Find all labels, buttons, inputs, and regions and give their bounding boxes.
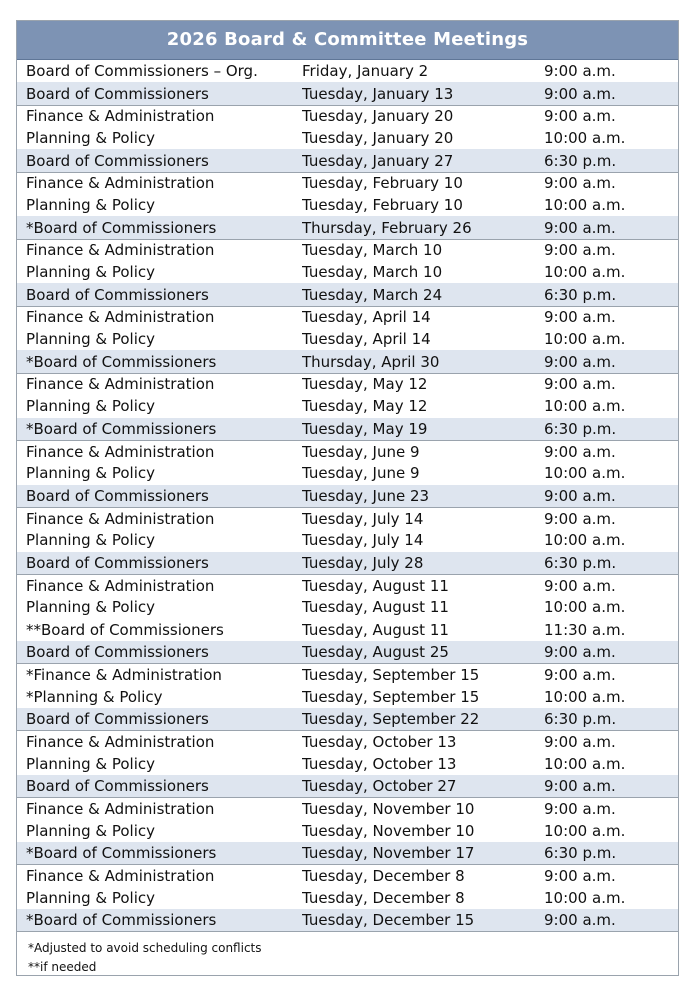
meeting-date: Thursday, April 30 — [302, 352, 440, 371]
meeting-date: Tuesday, September 22 — [302, 710, 480, 729]
meeting-date: Friday, January 2 — [302, 62, 429, 81]
meeting-date: Tuesday, December 15 — [302, 911, 475, 930]
meeting-row — [17, 350, 678, 372]
meeting-row — [17, 529, 678, 551]
meeting-row — [17, 373, 678, 395]
meeting-row — [17, 395, 678, 417]
meeting-date: Tuesday, August 11 — [302, 620, 449, 639]
meeting-date: Tuesday, February 10 — [302, 196, 463, 215]
meeting-time: 9:00 a.m. — [544, 911, 616, 930]
meeting-date: Tuesday, May 19 — [302, 419, 428, 438]
meeting-name: Planning & Policy — [26, 330, 155, 349]
meeting-date: Tuesday, January 20 — [302, 129, 454, 148]
meeting-row — [17, 60, 678, 82]
meeting-time: 9:00 a.m. — [544, 62, 616, 81]
meeting-name: *Board of Commissioners — [26, 844, 217, 863]
meeting-row — [17, 864, 678, 886]
meeting-time: 9:00 a.m. — [544, 442, 616, 461]
meeting-name: Finance & Administration — [26, 509, 215, 528]
meeting-row — [17, 641, 678, 663]
meeting-date: Tuesday, October 13 — [302, 754, 457, 773]
meeting-name: *Board of Commissioners — [26, 218, 217, 237]
meeting-time: 9:00 a.m. — [544, 732, 616, 751]
meeting-date: Tuesday, March 10 — [302, 241, 443, 260]
meeting-date: Tuesday, May 12 — [302, 397, 428, 416]
meeting-time: 10:00 a.m. — [544, 598, 626, 617]
meeting-date: Tuesday, April 14 — [302, 308, 431, 327]
meeting-time: 10:00 a.m. — [544, 754, 626, 773]
meeting-time: 6:30 p.m. — [544, 151, 617, 170]
meeting-row — [17, 485, 678, 507]
meeting-time: 9:00 a.m. — [544, 867, 616, 886]
meeting-time: 9:00 a.m. — [544, 174, 616, 193]
meeting-name: Board of Commissioners – Org. — [26, 62, 258, 81]
meeting-schedule-document — [16, 20, 679, 976]
meeting-date: Tuesday, November 17 — [302, 844, 475, 863]
meeting-row — [17, 127, 678, 149]
meeting-date: Tuesday, November 10 — [302, 800, 475, 819]
meeting-row — [17, 149, 678, 171]
meeting-date: Tuesday, April 14 — [302, 330, 431, 349]
meeting-date: Tuesday, January 27 — [302, 151, 454, 170]
meeting-row — [17, 730, 678, 752]
meeting-row — [17, 820, 678, 842]
meeting-name: Board of Commissioners — [26, 643, 209, 662]
meeting-time: 9:00 a.m. — [544, 308, 616, 327]
meeting-date: Tuesday, December 8 — [302, 888, 465, 907]
meeting-row — [17, 462, 678, 484]
meeting-time: 9:00 a.m. — [544, 800, 616, 819]
meeting-name: Planning & Policy — [26, 888, 155, 907]
meeting-row — [17, 507, 678, 529]
meeting-name: *Board of Commissioners — [26, 352, 217, 371]
meeting-time: 10:00 a.m. — [544, 397, 626, 416]
meeting-row — [17, 328, 678, 350]
meeting-name: *Planning & Policy — [26, 687, 163, 706]
meeting-name: Planning & Policy — [26, 397, 155, 416]
page-title: 2026 Board & Committee Meetings — [17, 21, 678, 60]
meeting-name: Finance & Administration — [26, 867, 215, 886]
meeting-name: Board of Commissioners — [26, 777, 209, 796]
meeting-row — [17, 596, 678, 618]
meeting-name: Planning & Policy — [26, 598, 155, 617]
meeting-name: *Board of Commissioners — [26, 419, 217, 438]
meeting-time: 10:00 a.m. — [544, 687, 626, 706]
meeting-time: 9:00 a.m. — [544, 352, 616, 371]
meeting-row — [17, 708, 678, 730]
meeting-date: Tuesday, September 15 — [302, 687, 480, 706]
meeting-row — [17, 283, 678, 305]
meeting-date: Tuesday, July 14 — [302, 531, 424, 550]
meeting-row — [17, 909, 678, 931]
meeting-time: 9:00 a.m. — [544, 241, 616, 260]
meeting-row — [17, 306, 678, 328]
meeting-date: Tuesday, June 23 — [302, 486, 430, 505]
meeting-time: 6:30 p.m. — [544, 553, 617, 572]
meeting-name: Finance & Administration — [26, 174, 215, 193]
meeting-row — [17, 418, 678, 440]
meeting-time: 9:00 a.m. — [544, 576, 616, 595]
meeting-name: Board of Commissioners — [26, 553, 209, 572]
meeting-date: Tuesday, June 9 — [302, 442, 420, 461]
meeting-row — [17, 797, 678, 819]
meeting-row — [17, 775, 678, 797]
meeting-name: Board of Commissioners — [26, 285, 209, 304]
meeting-name: Planning & Policy — [26, 754, 155, 773]
meeting-row — [17, 261, 678, 283]
meeting-date: Tuesday, March 10 — [302, 263, 443, 282]
meeting-name: Board of Commissioners — [26, 151, 209, 170]
meeting-time: 10:00 a.m. — [544, 888, 626, 907]
meeting-row — [17, 440, 678, 462]
meeting-time: 6:30 p.m. — [544, 710, 617, 729]
meeting-name: Finance & Administration — [26, 375, 215, 394]
meeting-time: 11:30 a.m. — [544, 620, 626, 639]
meeting-row — [17, 82, 678, 104]
meeting-time: 9:00 a.m. — [544, 509, 616, 528]
meeting-time: 10:00 a.m. — [544, 129, 626, 148]
meeting-date: Tuesday, December 8 — [302, 867, 465, 886]
meeting-row — [17, 552, 678, 574]
meeting-row — [17, 663, 678, 685]
meeting-time: 10:00 a.m. — [544, 464, 626, 483]
meeting-row — [17, 686, 678, 708]
meeting-time: 9:00 a.m. — [544, 107, 616, 126]
meeting-row — [17, 172, 678, 194]
meeting-name: Planning & Policy — [26, 129, 155, 148]
meeting-name: Finance & Administration — [26, 308, 215, 327]
meeting-date: Tuesday, September 15 — [302, 665, 480, 684]
meeting-time: 6:30 p.m. — [544, 844, 617, 863]
meeting-name: Planning & Policy — [26, 263, 155, 282]
meeting-row — [17, 619, 678, 641]
meeting-date: Tuesday, May 12 — [302, 375, 428, 394]
meeting-date: Tuesday, July 14 — [302, 509, 424, 528]
meeting-time: 6:30 p.m. — [544, 285, 617, 304]
meeting-row — [17, 194, 678, 216]
meeting-date: Tuesday, August 25 — [302, 643, 449, 662]
meeting-time: 9:00 a.m. — [544, 84, 616, 103]
meeting-name: Finance & Administration — [26, 800, 215, 819]
meeting-date: Tuesday, October 27 — [302, 777, 457, 796]
meeting-date: Tuesday, August 11 — [302, 598, 449, 617]
meeting-date: Tuesday, February 10 — [302, 174, 463, 193]
meeting-name: Finance & Administration — [26, 732, 215, 751]
meetings-table — [17, 60, 678, 931]
footnotes — [17, 931, 678, 977]
footnote-adjusted: *Adjusted to avoid scheduling conflicts — [28, 941, 262, 956]
meeting-date: Tuesday, January 13 — [302, 84, 454, 103]
footnote-if-needed: **if needed — [28, 960, 97, 975]
meeting-time: 9:00 a.m. — [544, 375, 616, 394]
meeting-time: 9:00 a.m. — [544, 777, 616, 796]
meeting-time: 9:00 a.m. — [544, 665, 616, 684]
meeting-date: Tuesday, June 9 — [302, 464, 420, 483]
meeting-time: 6:30 p.m. — [544, 419, 617, 438]
meeting-name: Finance & Administration — [26, 107, 215, 126]
meeting-name: *Board of Commissioners — [26, 911, 217, 930]
meeting-time: 10:00 a.m. — [544, 821, 626, 840]
meeting-date: Tuesday, January 20 — [302, 107, 454, 126]
meeting-date: Tuesday, July 28 — [302, 553, 424, 572]
meeting-date: Thursday, February 26 — [302, 218, 472, 237]
meeting-time: 10:00 a.m. — [544, 196, 626, 215]
meeting-time: 10:00 a.m. — [544, 330, 626, 349]
meeting-date: Tuesday, October 13 — [302, 732, 457, 751]
meeting-name: Planning & Policy — [26, 464, 155, 483]
meeting-row — [17, 574, 678, 596]
meeting-row — [17, 887, 678, 909]
meeting-date: Tuesday, March 24 — [302, 285, 443, 304]
meeting-time: 9:00 a.m. — [544, 218, 616, 237]
meeting-name: Planning & Policy — [26, 531, 155, 550]
meeting-name: Finance & Administration — [26, 576, 215, 595]
meeting-time: 10:00 a.m. — [544, 531, 626, 550]
meeting-name: Board of Commissioners — [26, 710, 209, 729]
meeting-row — [17, 753, 678, 775]
meeting-name: *Finance & Administration — [26, 665, 222, 684]
meeting-time: 10:00 a.m. — [544, 263, 626, 282]
meeting-name: Board of Commissioners — [26, 84, 209, 103]
meeting-row — [17, 105, 678, 127]
meeting-row — [17, 239, 678, 261]
meeting-name: Finance & Administration — [26, 241, 215, 260]
meeting-time: 9:00 a.m. — [544, 643, 616, 662]
meeting-name: Planning & Policy — [26, 821, 155, 840]
meeting-row — [17, 216, 678, 238]
meeting-time: 9:00 a.m. — [544, 486, 616, 505]
meeting-date: Tuesday, August 11 — [302, 576, 449, 595]
meeting-date: Tuesday, November 10 — [302, 821, 475, 840]
meeting-name: Planning & Policy — [26, 196, 155, 215]
meeting-name: Board of Commissioners — [26, 486, 209, 505]
meeting-row — [17, 842, 678, 864]
meeting-name: Finance & Administration — [26, 442, 215, 461]
meeting-name: **Board of Commissioners — [26, 620, 224, 639]
